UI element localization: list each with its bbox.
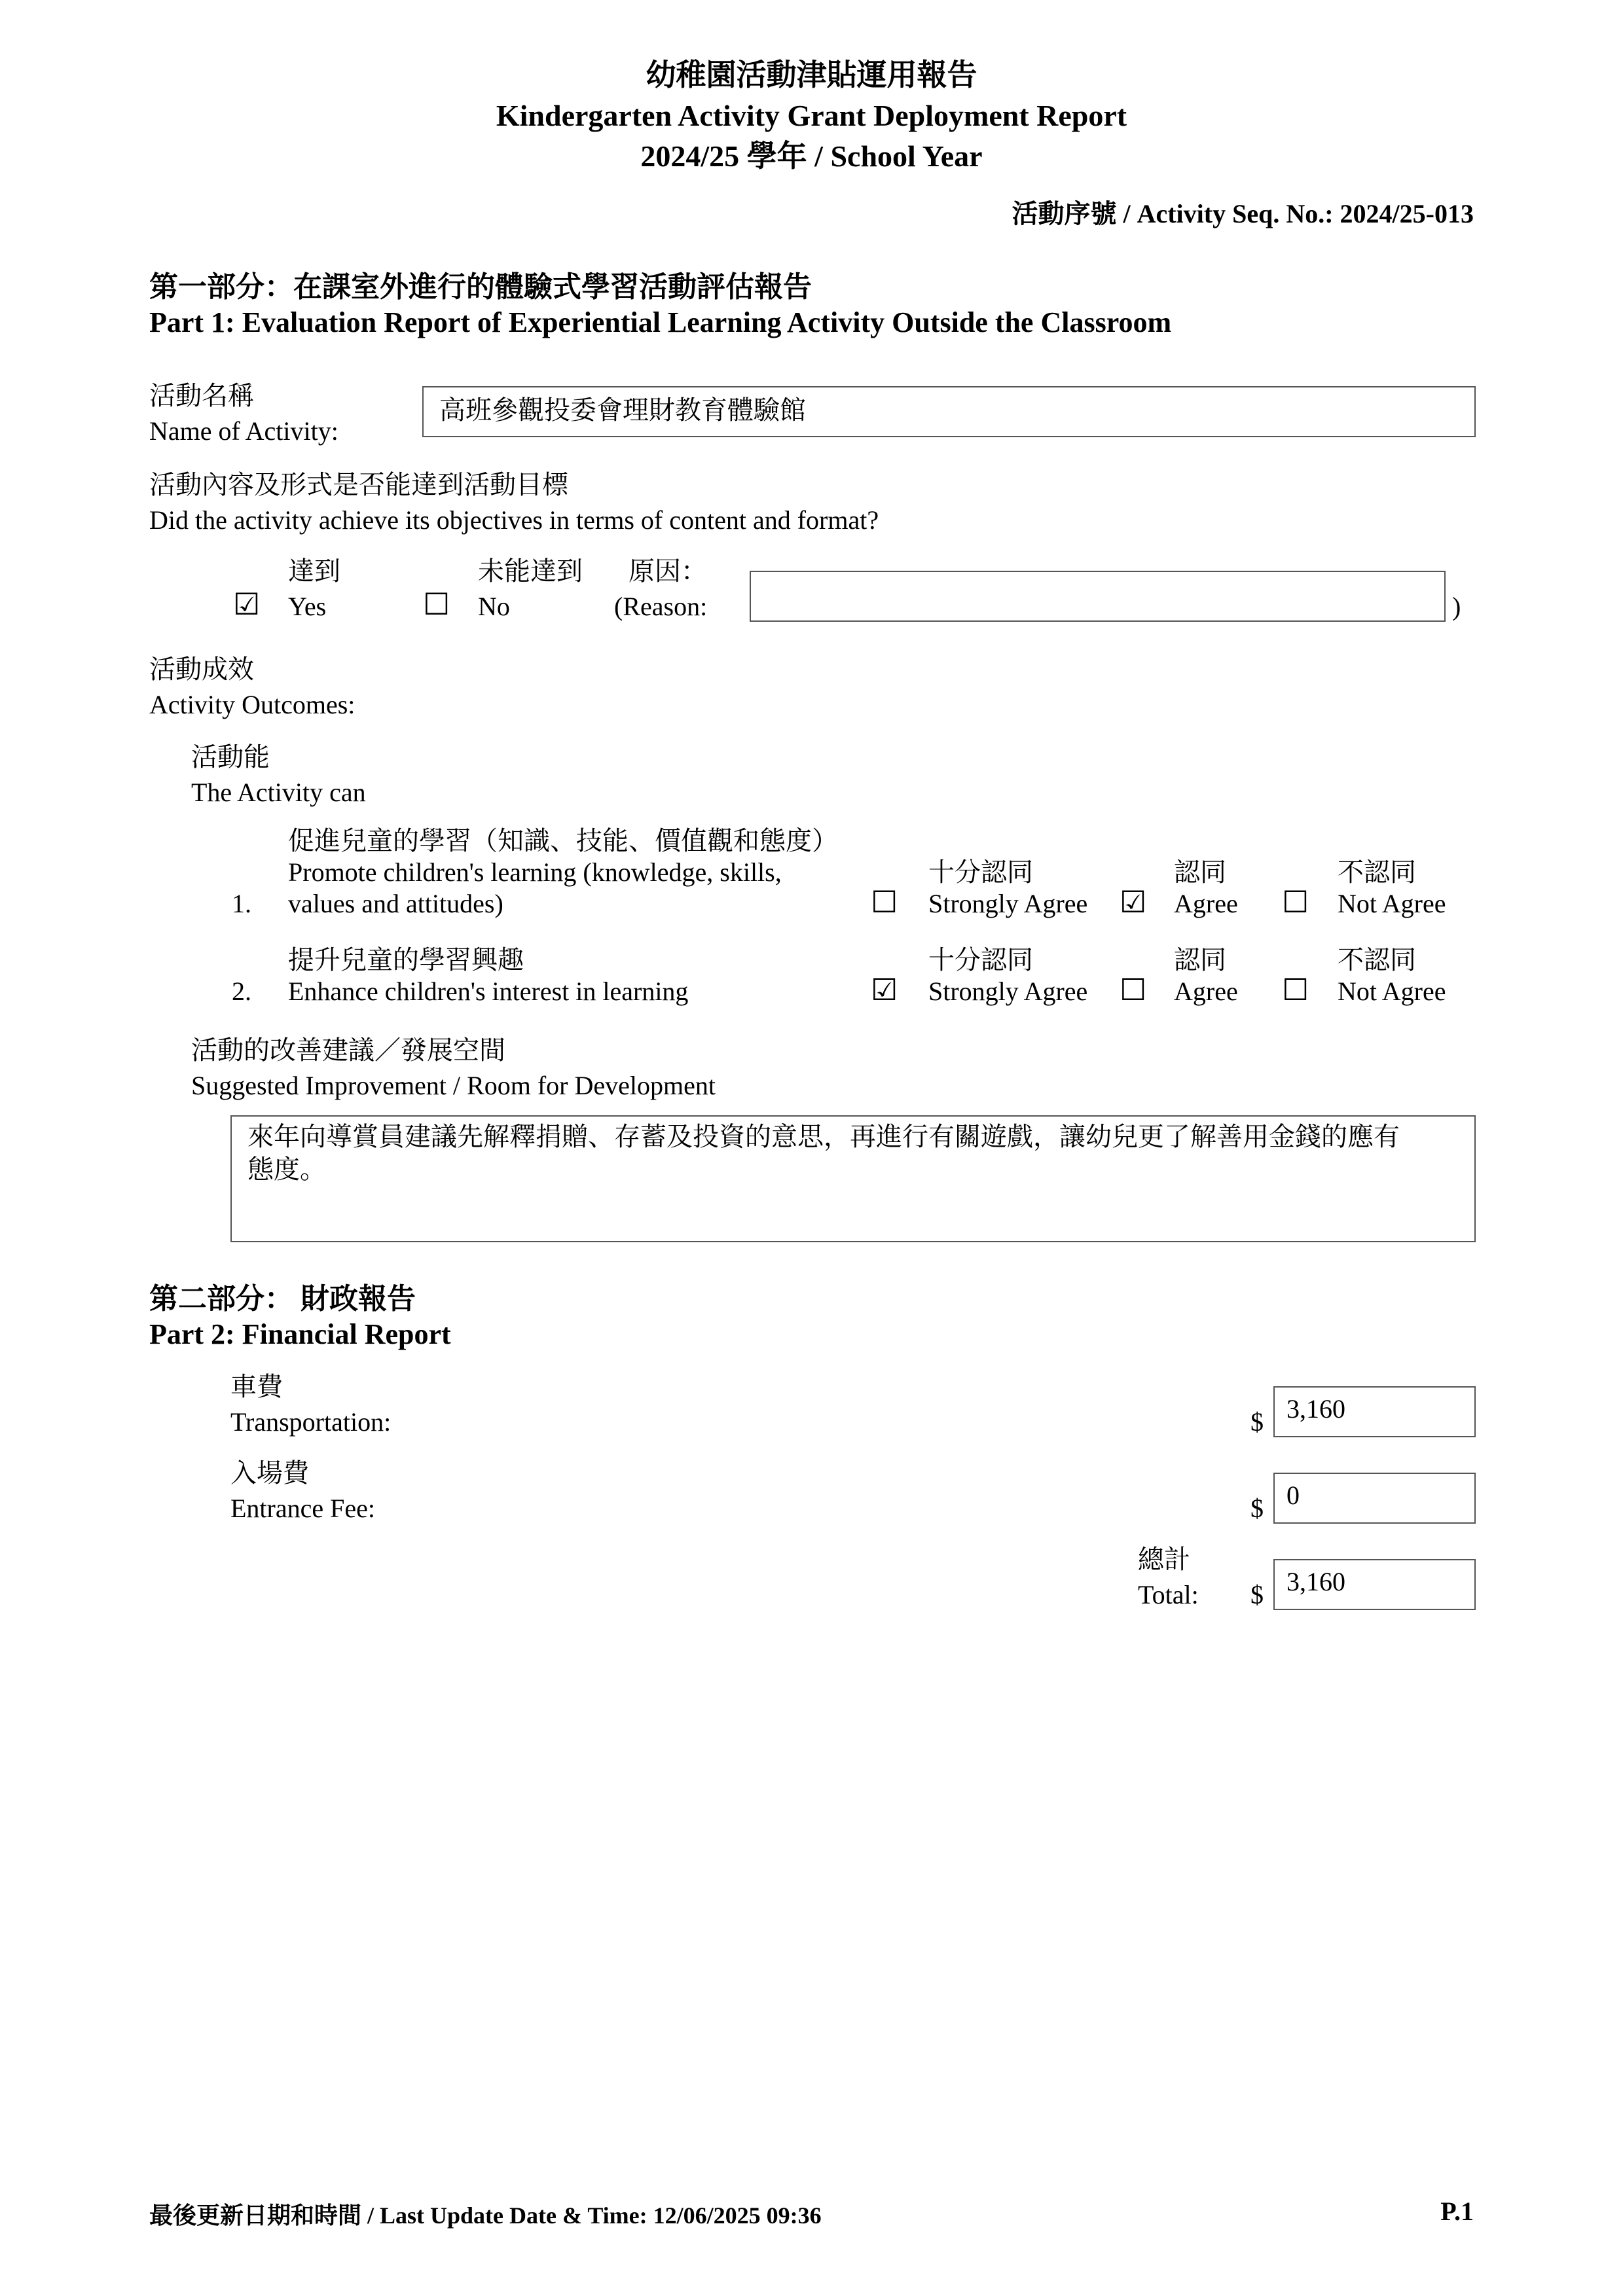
no-label-en: No — [478, 592, 510, 621]
item1-en-line2: values and attitudes) — [288, 889, 503, 918]
yes-label-en: Yes — [288, 592, 327, 621]
item1-not-agree-checkbox[interactable]: ☐ — [1282, 886, 1309, 919]
item1-zh: 促進兒童的學習（知識、技能、價值觀和態度） — [288, 826, 838, 855]
objective-question-zh: 活動內容及形式是否能達到活動目標 — [149, 470, 568, 499]
no-label-zh: 未能達到 — [478, 556, 583, 586]
item2-agree-checkbox[interactable]: ☐ — [1120, 973, 1147, 1007]
reason-label-en: (Reason: — [614, 592, 708, 621]
item1-number: 1. — [232, 889, 251, 918]
transport-label-zh: 車費 — [230, 1372, 283, 1401]
report-title-zh: 幼稚園活動津貼運用報告 — [646, 58, 977, 92]
item1-not-agree-en: Not Agree — [1338, 889, 1446, 918]
total-label-en: Total: — [1138, 1580, 1199, 1609]
item2-number: 2. — [232, 977, 251, 1006]
item1-strongly-agree-zh: 十分認同 — [928, 857, 1033, 887]
part1-heading-en: Part 1: Evaluation Report of Experiential Learning Activity Outside the Classroom — [149, 306, 1172, 338]
item1-en-line1: Promote children's learning (knowledge, skills, — [288, 857, 782, 887]
part2-heading-zh: 第二部分： 財政報告 — [149, 1283, 416, 1315]
transport-currency: $ — [1250, 1407, 1264, 1437]
activity-can-en: The Activity can — [191, 778, 366, 807]
item2-en: Enhance children's interest in learning — [288, 977, 689, 1006]
entrance-value: 0 — [1286, 1480, 1300, 1510]
improvement-text-line1: 來年向導賞員建議先解釋捐贈、存蓄及投資的意思，再進行有關遊戲，讓幼兒更了解善用金錢的應有 — [247, 1122, 1400, 1151]
item2-agree-zh: 認同 — [1174, 945, 1226, 975]
item2-strongly-agree-en: Strongly Agree — [928, 977, 1088, 1006]
item2-zh: 提升兒童的學習興趣 — [288, 945, 524, 975]
activity-name-field[interactable] — [422, 386, 1476, 437]
yes-label-zh: 達到 — [288, 556, 340, 586]
last-update: 最後更新日期和時間 / Last Update Date & Time: 12/06/2025 09:36 — [149, 2202, 822, 2229]
report-title-en: Kindergarten Activity Grant Deployment Report — [496, 99, 1127, 132]
reason-close-paren: ) — [1452, 592, 1461, 621]
improvement-field[interactable] — [230, 1115, 1476, 1242]
total-field[interactable] — [1273, 1559, 1476, 1610]
yes-checkbox[interactable]: ☑ — [233, 588, 261, 621]
objective-question-en: Did the activity achieve its objectives in terms of content and format? — [149, 505, 879, 535]
improvement-text-line2: 態度。 — [247, 1155, 326, 1184]
activity-name-value: 高班參觀投委會理財教育體驗館 — [439, 395, 806, 425]
activity-name-label-en: Name of Activity: — [149, 416, 338, 446]
page-number: P.1 — [1440, 2197, 1474, 2226]
entrance-field[interactable] — [1273, 1473, 1476, 1524]
part2-heading-en: Part 2: Financial Report — [149, 1318, 451, 1350]
item2-agree-en: Agree — [1174, 977, 1238, 1006]
outcomes-label-en: Activity Outcomes: — [149, 690, 356, 719]
entrance-label-zh: 入場費 — [230, 1458, 309, 1488]
improvement-label-zh: 活動的改善建議／發展空間 — [191, 1035, 505, 1065]
entrance-label-en: Entrance Fee: — [230, 1494, 375, 1523]
total-label-zh: 總計 — [1138, 1545, 1190, 1574]
item1-not-agree-zh: 不認同 — [1338, 857, 1416, 887]
part1-heading-zh: 第一部分：在課室外進行的體驗式學習活動評估報告 — [149, 271, 812, 303]
entrance-currency: $ — [1250, 1494, 1264, 1523]
item1-strongly-agree-en: Strongly Agree — [928, 889, 1088, 918]
item2-not-agree-en: Not Agree — [1338, 977, 1446, 1006]
school-year: 2024/25 學年 / School Year — [640, 139, 983, 173]
item2-not-agree-checkbox[interactable]: ☐ — [1282, 973, 1309, 1007]
reason-field[interactable] — [750, 571, 1446, 622]
reason-label-zh: 原因： — [629, 556, 707, 586]
item2-strongly-agree-zh: 十分認同 — [928, 945, 1033, 975]
activity-name-label-zh: 活動名稱 — [149, 381, 254, 410]
transport-value: 3,160 — [1286, 1394, 1345, 1424]
no-checkbox[interactable]: ☐ — [423, 588, 450, 621]
item1-strongly-agree-checkbox[interactable]: ☐ — [871, 886, 898, 919]
item2-not-agree-zh: 不認同 — [1338, 945, 1416, 975]
item2-strongly-agree-checkbox[interactable]: ☑ — [871, 973, 898, 1007]
transport-label-en: Transportation: — [230, 1407, 392, 1437]
activity-seq-no: 活動序號 / Activity Seq. No.: 2024/25-013 — [1012, 199, 1474, 228]
item1-agree-zh: 認同 — [1174, 857, 1226, 887]
outcomes-label-zh: 活動成效 — [149, 655, 254, 684]
transport-field[interactable] — [1273, 1386, 1476, 1437]
total-value: 3,160 — [1286, 1567, 1345, 1596]
item1-agree-en: Agree — [1174, 889, 1238, 918]
item1-agree-checkbox[interactable]: ☑ — [1120, 886, 1147, 919]
improvement-label-en: Suggested Improvement / Room for Development — [191, 1071, 716, 1100]
total-currency: $ — [1250, 1580, 1264, 1609]
activity-can-zh: 活動能 — [191, 742, 270, 772]
